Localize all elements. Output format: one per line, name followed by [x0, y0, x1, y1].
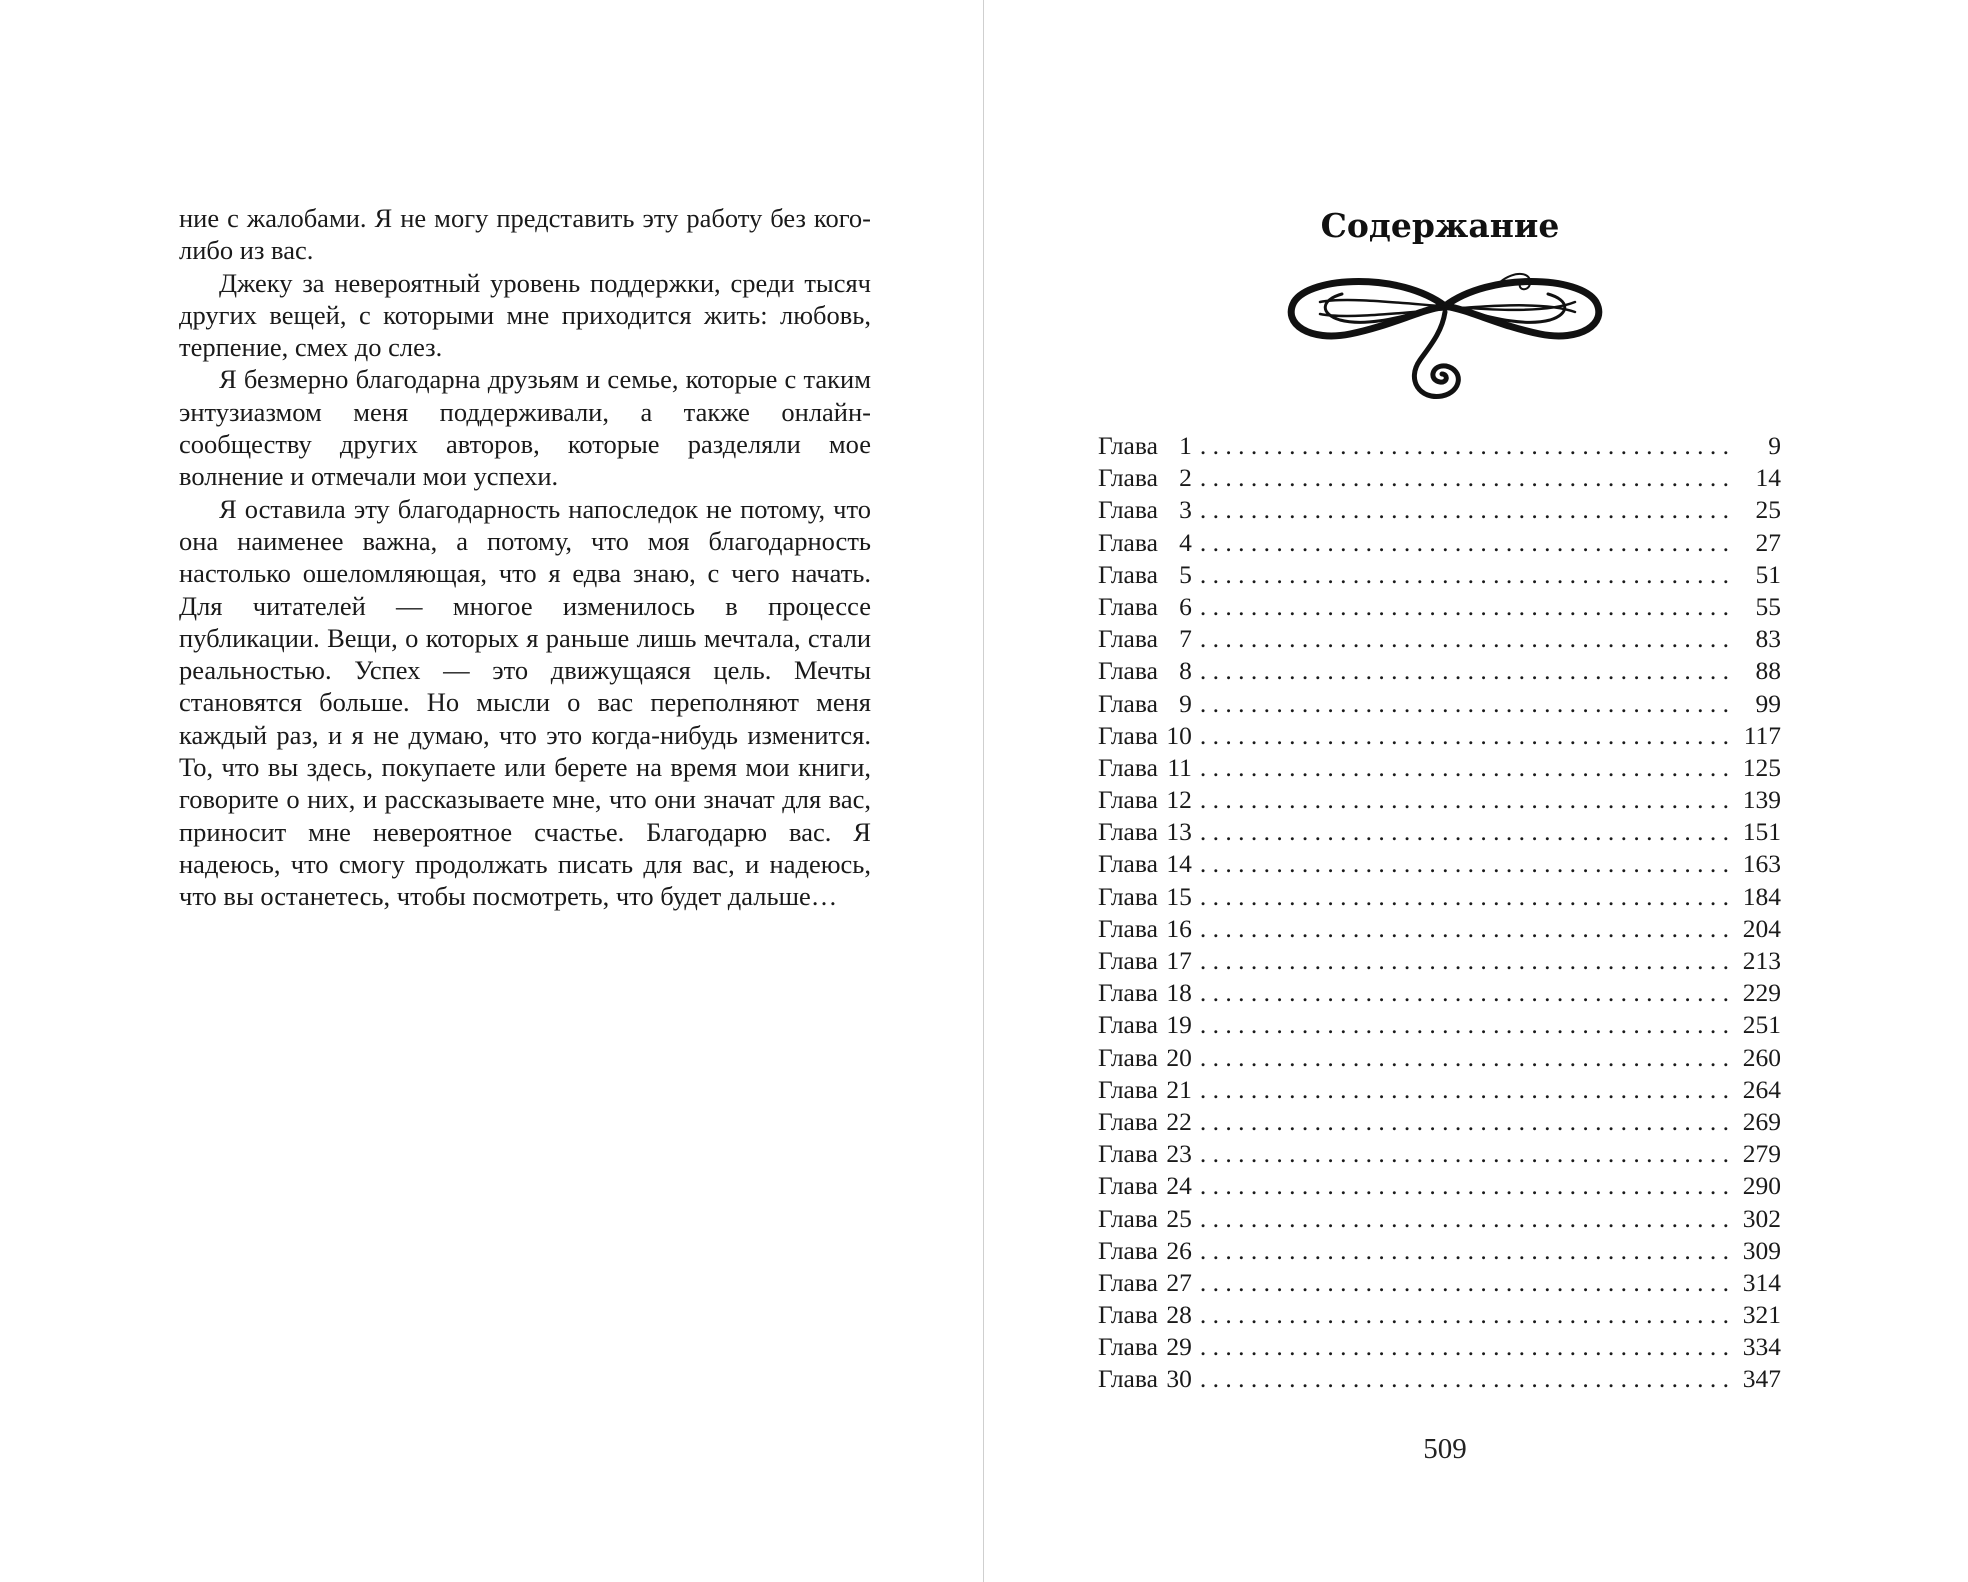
toc-entry-label: Глава: [1098, 785, 1158, 815]
toc-dot-leader: [1200, 1267, 1735, 1299]
toc-entry[interactable]: [1098, 688, 1781, 720]
toc-entry-label: Глава: [1098, 1235, 1158, 1265]
toc-entry-page-number: 290: [1742, 1171, 1781, 1201]
toc-entry-chapter-number: 20: [1166, 1042, 1192, 1072]
toc-entry[interactable]: [1098, 945, 1781, 977]
toc-entry[interactable]: [1098, 1267, 1781, 1299]
toc-entry-label: Глава: [1098, 849, 1158, 879]
toc-entry-label: Глава: [1098, 1332, 1158, 1362]
toc-entry-label: Глава: [1098, 656, 1158, 686]
toc-entry-label: Глава: [1098, 1267, 1158, 1297]
toc-entry-label: Глава: [1098, 1106, 1158, 1136]
toc-entry-chapter-number: 24: [1166, 1171, 1192, 1201]
toc-dot-leader: [1200, 784, 1735, 816]
toc-dot-leader: [1200, 1363, 1735, 1395]
toc-dot-leader: [1200, 591, 1735, 623]
toc-entry[interactable]: [1098, 462, 1781, 494]
toc-entry-chapter-number: 21: [1166, 1074, 1192, 1104]
toc-entry-chapter-number: 15: [1166, 881, 1192, 911]
toc-entry[interactable]: [1098, 1203, 1781, 1235]
toc-entry[interactable]: [1098, 430, 1781, 462]
toc-entry-page-number: 269: [1742, 1106, 1781, 1136]
toc-dot-leader: [1200, 430, 1735, 462]
toc-entry[interactable]: [1098, 623, 1781, 655]
toc-entry[interactable]: [1098, 977, 1781, 1009]
toc-entry-page-number: 229: [1742, 978, 1781, 1008]
toc-entry-page-number: 163: [1742, 849, 1781, 879]
toc-entry[interactable]: [1098, 494, 1781, 526]
toc-entry-page-number: 309: [1742, 1235, 1781, 1265]
toc-entry[interactable]: [1098, 1363, 1781, 1395]
left-paragraph-4: Я оставила эту благодарность напоследок не потому, что она наименее важна, а потому, что моя благодарность настолько ошеломляющая, что я едва знаю, с чего начать. Для читателей — многое изменилось в процессе публикации. Вещи, о которых я раньше лишь мечтала, стали реальностью. Успех — это движущаяся цель. Мечты становятся больше. Но мысли о вас переполняют меня каждый раз, и я не думаю, что это когда-нибудь изменится. То, что вы здесь, покупаете или берете на время мои книги, говорите о них, и рассказываете мне, что они значат для вас, приносит мне невероятное счастье. Благодарю вас. Я надеюсь, что смогу продолжать писать для вас, и надеюсь, что вы останетесь, чтобы посмотреть, что будет дальше…: [179, 493, 871, 912]
toc-entry-chapter-number: 25: [1166, 1203, 1192, 1233]
toc-entry-label: Глава: [1098, 1300, 1158, 1330]
toc-entry-page-number: 347: [1742, 1364, 1781, 1394]
toc-entry-page-number: 55: [1755, 591, 1781, 621]
left-page-body: [179, 202, 871, 913]
toc-entry-page-number: 321: [1742, 1300, 1781, 1330]
toc-entry-chapter-number: 17: [1166, 946, 1192, 975]
toc-entry-label: Глава: [1098, 881, 1158, 911]
toc-entry[interactable]: [1098, 655, 1781, 687]
left-paragraph-3: Я безмерно благодарна друзьям и семье, которые с таким энтузиазмом меня поддерживали, а также онлайн-сообществу других авторов, которые разделяли мое волнение и отмечали мои успехи.: [179, 364, 871, 492]
toc-entry-chapter-number: 7: [1179, 624, 1192, 654]
toc-entry-page-number: 279: [1742, 1139, 1781, 1169]
toc-entry-page-number: 213: [1742, 946, 1781, 975]
toc-entry-chapter-number: 23: [1166, 1139, 1192, 1169]
toc-entry-label: Глава: [1098, 978, 1158, 1008]
toc-entry[interactable]: [1098, 913, 1781, 945]
toc-dot-leader: [1200, 913, 1735, 945]
toc-entry[interactable]: [1098, 1106, 1781, 1138]
toc-entry[interactable]: [1098, 1042, 1781, 1074]
left-paragraph-2: Джеку за невероятный уровень поддержки, среди тысяч других вещей, с которыми мне приходится жить: любовь, терпение, смех до слез.: [179, 267, 871, 363]
toc-entry-chapter-number: 28: [1166, 1300, 1192, 1330]
toc-dot-leader: [1200, 1009, 1735, 1041]
toc-dot-leader: [1200, 1042, 1735, 1074]
toc-entry-page-number: 9: [1768, 431, 1781, 460]
toc-entry-page-number: 117: [1743, 720, 1781, 750]
toc-entry-chapter-number: 3: [1179, 495, 1192, 525]
toc-entry-page-number: 334: [1742, 1332, 1781, 1362]
toc-entry-label: Глава: [1098, 688, 1158, 718]
toc-entry-label: Глава: [1098, 752, 1158, 782]
toc-entry-label: Глава: [1098, 624, 1158, 654]
toc-dot-leader: [1200, 720, 1735, 752]
toc-entry-chapter-number: 9: [1179, 688, 1192, 718]
toc-entry[interactable]: [1098, 527, 1781, 559]
toc-entry-label: Глава: [1098, 1074, 1158, 1104]
toc-dot-leader: [1200, 945, 1735, 977]
toc-entry-page-number: 88: [1755, 656, 1781, 686]
toc-entry-label: Глава: [1098, 1171, 1158, 1201]
toc-dot-leader: [1200, 848, 1735, 880]
toc-entry-chapter-number: 22: [1166, 1106, 1192, 1136]
toc-entry-label: Глава: [1098, 817, 1158, 847]
toc-entry-page-number: 51: [1755, 559, 1781, 589]
toc-entry-chapter-number: 6: [1179, 591, 1192, 621]
toc-dot-leader: [1200, 1170, 1735, 1202]
toc-entry-chapter-number: 5: [1179, 559, 1192, 589]
toc-entry[interactable]: [1098, 559, 1781, 591]
toc-entry[interactable]: [1098, 1331, 1781, 1363]
toc-title: Содержание: [1320, 206, 1560, 245]
toc-dot-leader: [1200, 527, 1735, 559]
toc-dot-leader: [1200, 462, 1735, 494]
toc-entry-page-number: 83: [1755, 624, 1781, 654]
toc-entry-page-number: 25: [1755, 495, 1781, 525]
toc-dot-leader: [1200, 1138, 1735, 1170]
toc-entry-label: Глава: [1098, 527, 1158, 557]
toc-entry-label: Глава: [1098, 1042, 1158, 1072]
toc-dot-leader: [1200, 559, 1735, 591]
table-of-contents: [1098, 430, 1781, 1396]
toc-entry-label: Глава: [1098, 720, 1158, 750]
toc-entry-page-number: 251: [1742, 1010, 1781, 1040]
toc-entry-chapter-number: 27: [1166, 1267, 1192, 1297]
toc-dot-leader: [1200, 623, 1735, 655]
toc-entry-chapter-number: 13: [1166, 817, 1192, 847]
toc-entry-chapter-number: 10: [1166, 720, 1192, 750]
toc-entry[interactable]: [1098, 1074, 1781, 1106]
toc-entry-chapter-number: 30: [1166, 1364, 1192, 1394]
toc-dot-leader: [1200, 816, 1735, 848]
toc-entry-label: Глава: [1098, 1010, 1158, 1040]
toc-dot-leader: [1200, 881, 1735, 913]
page-number: 509: [1423, 1433, 1467, 1465]
toc-dot-leader: [1200, 1331, 1735, 1363]
toc-entry-label: Глава: [1098, 463, 1158, 493]
toc-dot-leader: [1200, 977, 1735, 1009]
toc-entry[interactable]: [1098, 1138, 1781, 1170]
toc-dot-leader: [1200, 1299, 1735, 1331]
toc-entry-label: Глава: [1098, 591, 1158, 621]
toc-entry-chapter-number: 4: [1179, 527, 1192, 557]
left-paragraph-1: ние с жалобами. Я не могу представить эту работу без кого-либо из вас.: [179, 203, 871, 266]
toc-entry-chapter-number: 1: [1179, 431, 1192, 460]
toc-entry-label: Глава: [1098, 1364, 1158, 1394]
toc-entry[interactable]: [1098, 1009, 1781, 1041]
toc-entry-page-number: 151: [1742, 817, 1781, 847]
toc-entry-page-number: 314: [1742, 1267, 1781, 1297]
toc-entry-page-number: 14: [1755, 463, 1781, 493]
toc-entry-page-number: 139: [1742, 785, 1781, 815]
toc-entry-chapter-number: 18: [1166, 978, 1192, 1008]
toc-entry-chapter-number: 8: [1179, 656, 1192, 686]
toc-entry-chapter-number: 26: [1166, 1235, 1192, 1265]
toc-entry-label: Глава: [1098, 913, 1158, 943]
toc-dot-leader: [1200, 655, 1735, 687]
toc-entry[interactable]: [1098, 784, 1781, 816]
toc-entry-page-number: 99: [1755, 688, 1781, 718]
toc-entry-page-number: 184: [1742, 881, 1781, 911]
toc-entry-label: Глава: [1098, 946, 1158, 975]
toc-dot-leader: [1200, 752, 1735, 784]
toc-entry-chapter-number: 19: [1166, 1010, 1192, 1040]
toc-entry-label: Глава: [1098, 495, 1158, 525]
page-gutter: [983, 0, 984, 1582]
toc-entry[interactable]: [1098, 1299, 1781, 1331]
toc-entry-label: Глава: [1098, 559, 1158, 589]
toc-dot-leader: [1200, 1106, 1735, 1138]
toc-entry-label: Глава: [1098, 431, 1158, 460]
toc-entry-chapter-number: 2: [1179, 463, 1192, 493]
toc-entry-page-number: 27: [1755, 527, 1781, 557]
toc-entry[interactable]: [1098, 881, 1781, 913]
flourish-ornament-icon: [1280, 262, 1610, 412]
toc-entry-label: Глава: [1098, 1203, 1158, 1233]
toc-entry-page-number: 264: [1742, 1074, 1781, 1104]
toc-entry-page-number: 260: [1742, 1042, 1781, 1072]
toc-entry-chapter-number: 16: [1166, 913, 1192, 943]
toc-entry[interactable]: [1098, 1235, 1781, 1267]
toc-entry-chapter-number: 11: [1167, 752, 1192, 782]
toc-entry[interactable]: [1098, 1170, 1781, 1202]
toc-dot-leader: [1200, 494, 1735, 526]
toc-entry[interactable]: [1098, 816, 1781, 848]
toc-entry-chapter-number: 12: [1166, 785, 1192, 815]
toc-entry-label: Глава: [1098, 1139, 1158, 1169]
toc-entry[interactable]: [1098, 591, 1781, 623]
toc-entry-chapter-number: 14: [1166, 849, 1192, 879]
toc-dot-leader: [1200, 1235, 1735, 1267]
toc-entry[interactable]: [1098, 720, 1781, 752]
toc-dot-leader: [1200, 1203, 1735, 1235]
toc-entry-page-number: 302: [1742, 1203, 1781, 1233]
toc-entry[interactable]: [1098, 848, 1781, 880]
toc-entry-chapter-number: 29: [1166, 1332, 1192, 1362]
toc-entry[interactable]: [1098, 752, 1781, 784]
toc-entry-page-number: 204: [1742, 913, 1781, 943]
toc-entry-page-number: 125: [1742, 752, 1781, 782]
toc-dot-leader: [1200, 1074, 1735, 1106]
toc-dot-leader: [1200, 688, 1735, 720]
